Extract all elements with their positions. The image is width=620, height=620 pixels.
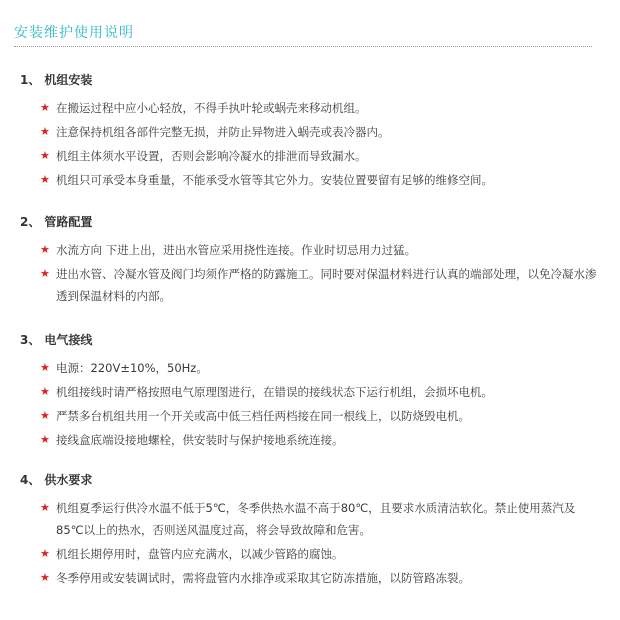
list-item <box>20 169 600 191</box>
section-electrical <box>20 331 600 453</box>
section-title: 供水要求 <box>44 473 93 487</box>
section-title: 电气接线 <box>44 333 93 347</box>
section-number: 3、 <box>20 333 41 347</box>
list-item <box>20 567 600 589</box>
list-item-text: 进出水管、冷凝水管及阀门均须作严格的防露施工。同时要对保温材料进行认真的端部处理，以免冷凝水渗透到保温材料的内部。 <box>56 267 597 303</box>
list-item <box>20 381 600 403</box>
star-bullet-icon: ★ <box>40 267 50 280</box>
list-item-text: 机组夏季运行供冷水温不低于5℃，冬季供热水温不高于80℃，且要求水质清洁软化。禁止使用蒸汽及85℃以上的热水，否则送风温度过高，将会导致故障和危害。 <box>56 501 576 537</box>
list-item <box>20 121 600 143</box>
section-heading <box>20 213 600 231</box>
star-bullet-icon: ★ <box>40 149 50 162</box>
section-piping <box>20 213 600 309</box>
list-item-text: 水流方向 下进上出，进出水管应采用挠性连接。作业时切忌用力过猛。 <box>56 243 417 257</box>
list-item-text: 接线盒底端设接地螺栓，供安装时与保护接地系统连接。 <box>56 433 344 447</box>
list-item-text: 严禁多台机组共用一个开关或高中低三档任两档接在同一根线上，以防烧毁电机。 <box>56 409 470 423</box>
list-item <box>20 263 600 307</box>
list-item <box>20 405 600 427</box>
section-water-supply <box>20 471 600 591</box>
title-divider <box>14 46 592 47</box>
section-number: 4、 <box>20 473 41 487</box>
list-item-text: 冬季停用或安装调试时，需将盘管内水排净或采取其它防冻措施，以防管路冻裂。 <box>56 571 470 585</box>
list-item-text: 机组只可承受本身重量，不能承受水管等其它外力。安装位置要留有足够的维修空间。 <box>56 173 493 187</box>
list-item <box>20 543 600 565</box>
star-bullet-icon: ★ <box>40 385 50 398</box>
star-bullet-icon: ★ <box>40 243 50 256</box>
list-item-text: 在搬运过程中应小心轻放，不得手执叶轮或蜗壳来移动机组。 <box>56 101 367 115</box>
list-item-text: 机组接线时请严格按照电气原理图进行，在错误的接线状态下运行机组，会损坏电机。 <box>56 385 493 399</box>
star-bullet-icon: ★ <box>40 125 50 138</box>
star-bullet-icon: ★ <box>40 173 50 186</box>
list-item-text: 电源：220V±10%，50Hz。 <box>56 361 208 375</box>
star-bullet-icon: ★ <box>40 547 50 560</box>
section-heading <box>20 331 600 349</box>
list-item-text: 机组长期停用时，盘管内应充满水，以减少管路的腐蚀。 <box>56 547 344 561</box>
page-title: 安装维护使用说明 <box>14 25 134 41</box>
list-item <box>20 145 600 167</box>
list-item-text: 机组主体须水平设置，否则会影响冷凝水的排泄而导致漏水。 <box>56 149 367 163</box>
section-installation <box>20 71 600 193</box>
star-bullet-icon: ★ <box>40 501 50 514</box>
list-item <box>20 497 600 541</box>
list-item-text: 注意保持机组各部件完整无损，并防止异物进入蜗壳或表冷器内。 <box>56 125 390 139</box>
section-heading <box>20 471 600 489</box>
star-bullet-icon: ★ <box>40 433 50 446</box>
star-bullet-icon: ★ <box>40 361 50 374</box>
star-bullet-icon: ★ <box>40 101 50 114</box>
star-bullet-icon: ★ <box>40 571 50 584</box>
section-number: 2、 <box>20 215 41 229</box>
list-item <box>20 239 600 261</box>
star-bullet-icon: ★ <box>40 409 50 422</box>
section-number: 1、 <box>20 73 41 87</box>
section-title: 管路配置 <box>44 215 93 229</box>
section-title: 机组安装 <box>44 73 93 87</box>
list-item <box>20 429 600 451</box>
list-item <box>20 357 600 379</box>
list-item <box>20 97 600 119</box>
section-heading <box>20 71 600 89</box>
